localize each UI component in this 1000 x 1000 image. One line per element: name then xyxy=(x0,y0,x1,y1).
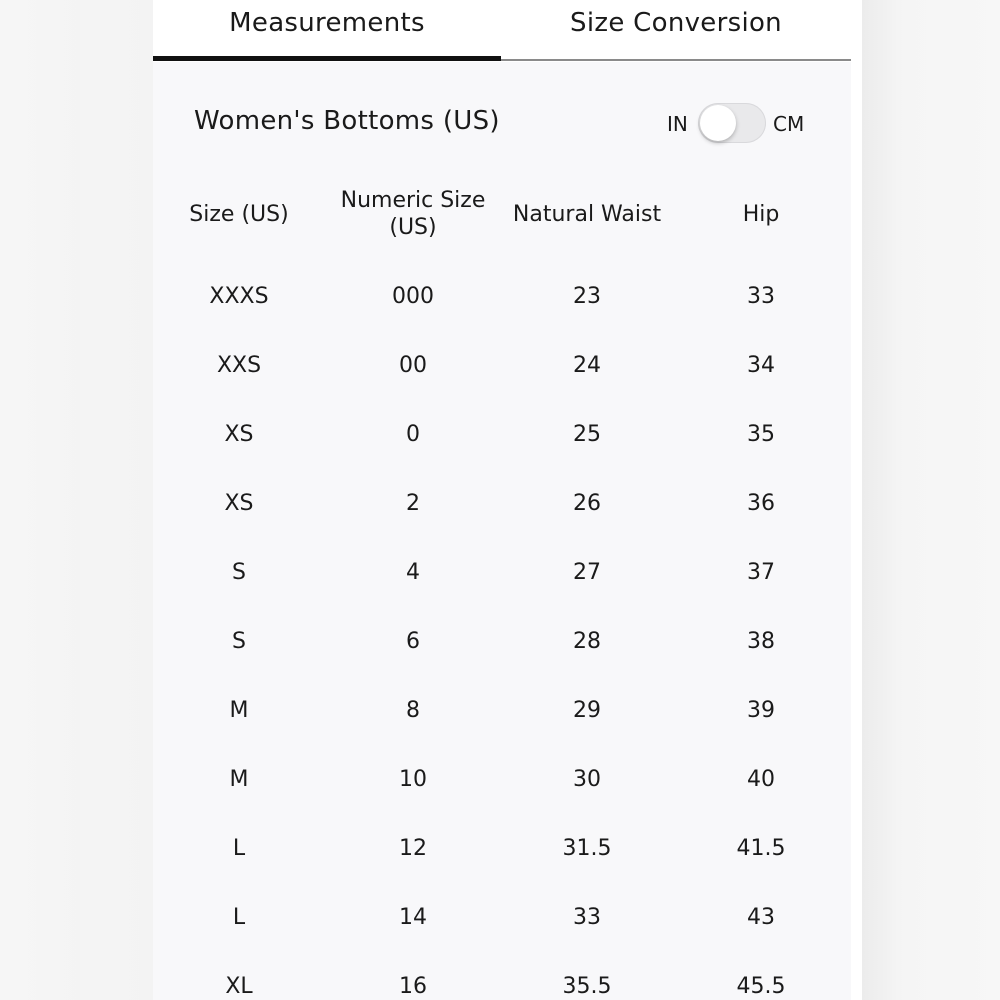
cell-hip: 38 xyxy=(747,629,775,654)
cell-size: XL xyxy=(225,974,253,999)
background-right xyxy=(862,0,1000,1000)
column-header-numeric-size: Numeric Size (US) xyxy=(340,188,486,240)
cell-natural-waist: 26 xyxy=(573,491,601,516)
unit-label-cm: CM xyxy=(773,112,805,136)
cell-numeric-size: 0 xyxy=(406,422,420,447)
cell-natural-waist: 35.5 xyxy=(562,974,612,999)
cell-size: L xyxy=(232,836,246,861)
cell-numeric-size: 14 xyxy=(399,905,427,930)
cell-numeric-size: 4 xyxy=(406,560,420,585)
cell-size: S xyxy=(232,560,246,585)
cell-natural-waist: 24 xyxy=(573,353,601,378)
cell-hip: 37 xyxy=(747,560,775,585)
cell-hip: 41.5 xyxy=(736,836,786,861)
cell-numeric-size: 16 xyxy=(399,974,427,999)
cell-hip: 45.5 xyxy=(736,974,786,999)
cell-numeric-size: 10 xyxy=(399,767,427,792)
cell-numeric-size: 6 xyxy=(406,629,420,654)
tab-size-conversion[interactable] xyxy=(501,0,851,62)
cell-size: L xyxy=(232,905,246,930)
tab-bar xyxy=(153,0,851,62)
cell-size: M xyxy=(229,698,249,723)
cell-numeric-size: 000 xyxy=(392,284,434,309)
cell-numeric-size: 2 xyxy=(406,491,420,516)
cell-natural-waist: 30 xyxy=(573,767,601,792)
cell-hip: 36 xyxy=(747,491,775,516)
cell-size: XS xyxy=(224,491,254,516)
cell-hip: 43 xyxy=(747,905,775,930)
cell-size: XXS xyxy=(216,353,262,378)
unit-label-in: IN xyxy=(667,112,688,136)
cell-natural-waist: 28 xyxy=(573,629,601,654)
cell-natural-waist: 23 xyxy=(573,284,601,309)
column-header-size: Size (US) xyxy=(189,202,289,227)
cell-numeric-size: 12 xyxy=(399,836,427,861)
cell-natural-waist: 25 xyxy=(573,422,601,447)
panel-edge xyxy=(851,0,862,1000)
cell-natural-waist: 33 xyxy=(573,905,601,930)
cell-natural-waist: 29 xyxy=(573,698,601,723)
cell-size: XXXS xyxy=(209,284,269,309)
cell-size: S xyxy=(232,629,246,654)
unit-toggle[interactable] xyxy=(698,103,766,143)
tab-measurements[interactable] xyxy=(153,0,501,62)
cell-hip: 40 xyxy=(747,767,775,792)
cell-hip: 39 xyxy=(747,698,775,723)
cell-natural-waist: 31.5 xyxy=(562,836,612,861)
tab-size-conversion-label: Size Conversion xyxy=(570,8,782,38)
size-chart-panel xyxy=(153,0,851,1000)
cell-numeric-size: 00 xyxy=(399,353,427,378)
section-title: Women's Bottoms (US) xyxy=(194,106,500,136)
unit-toggle-knob xyxy=(700,105,736,141)
cell-size: M xyxy=(229,767,249,792)
column-header-hip: Hip xyxy=(742,202,780,227)
background-left xyxy=(0,0,153,1000)
active-tab-indicator xyxy=(153,56,501,61)
cell-natural-waist: 27 xyxy=(573,560,601,585)
cell-size: XS xyxy=(224,422,254,447)
column-header-natural-waist: Natural Waist xyxy=(512,202,662,227)
cell-numeric-size: 8 xyxy=(406,698,420,723)
cell-hip: 34 xyxy=(747,353,775,378)
tab-measurements-label: Measurements xyxy=(229,8,425,38)
cell-hip: 33 xyxy=(747,284,775,309)
cell-hip: 35 xyxy=(747,422,775,447)
tab-divider xyxy=(501,59,851,61)
